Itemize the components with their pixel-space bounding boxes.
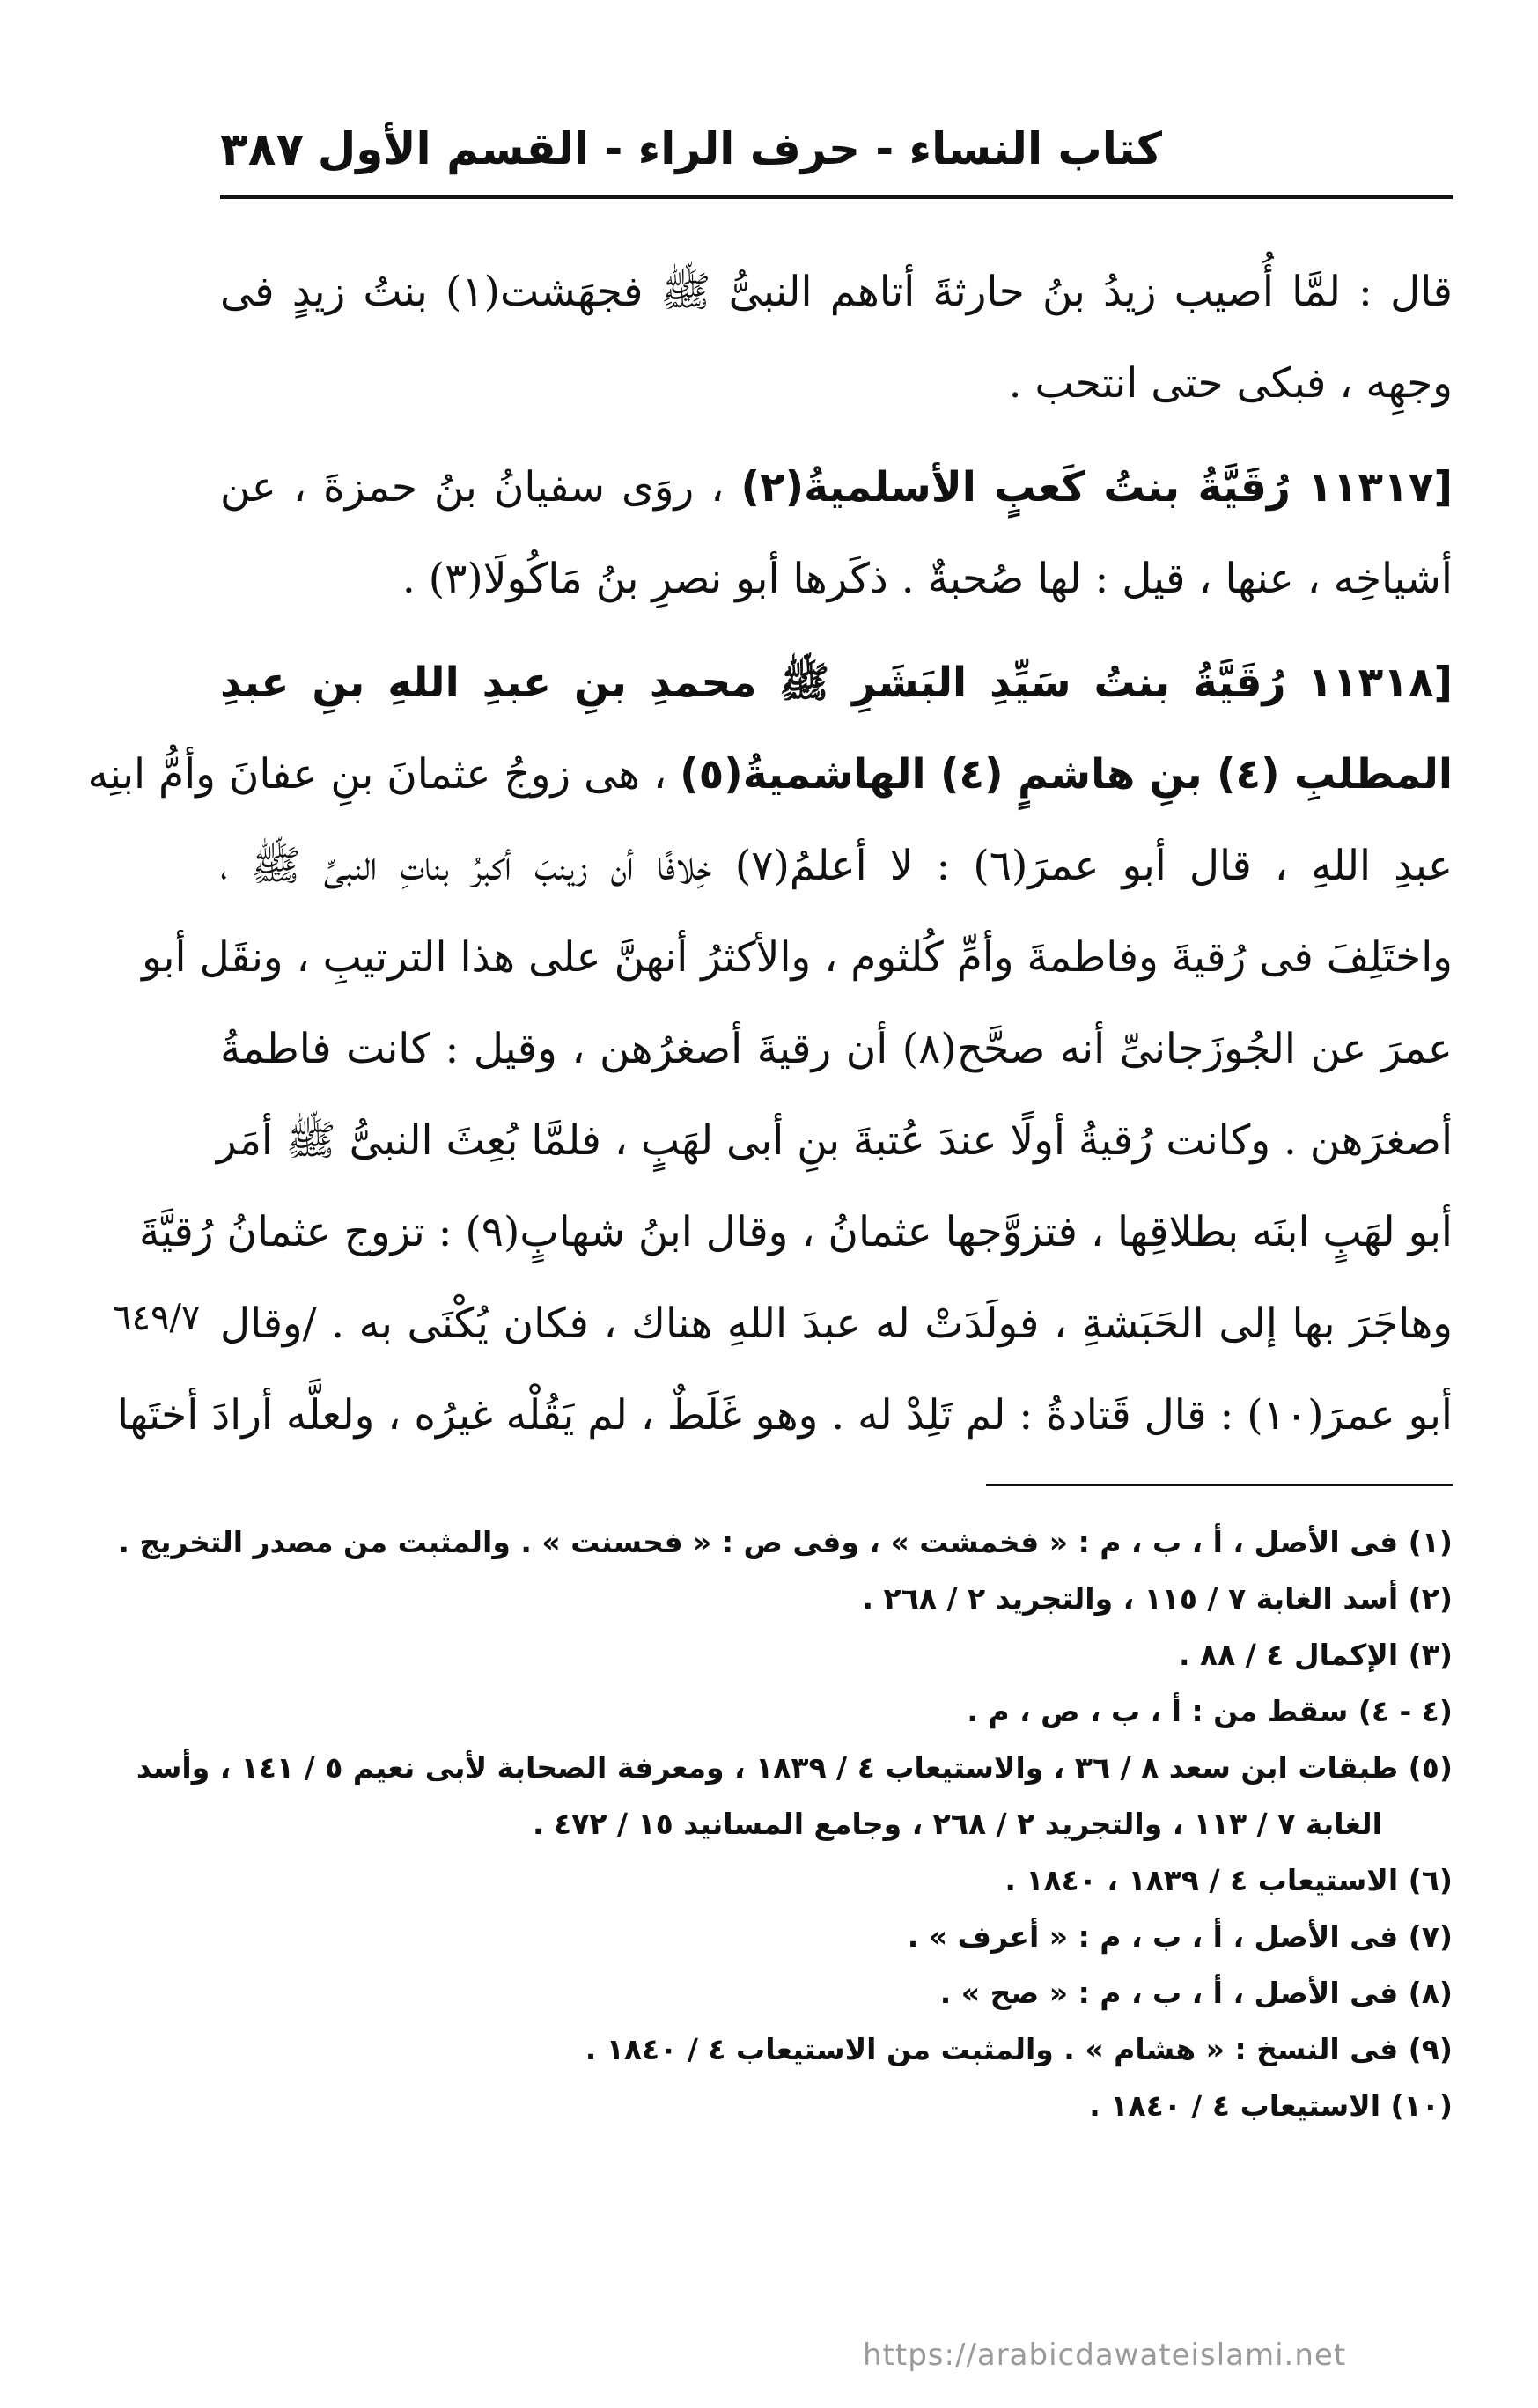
text-line: أصغرَهن . وكانت رُقيةُ أولًا عندَ عُتبةَ بنِ أبى لهَبٍ ، فلمَّا بُعِثَ النبىُّ ﷺ أمَر bbox=[216, 1116, 1453, 1165]
footnote: (٤ - ٤) سقط من : أ ، ب ، ص ، م . bbox=[967, 1694, 1453, 1728]
entry-name: رُقَيَّةُ بنتُ كَعبٍ الأسلميةُ(٢) bbox=[740, 463, 1291, 512]
entry-number: [١١٣١٧ bbox=[1307, 463, 1453, 512]
footnote: (٦) الاستيعاب ٤ / ١٨٣٩ ، ١٨٤٠ . bbox=[1004, 1863, 1453, 1897]
footnote: (٣) الإكمال ٤ / ٨٨ . bbox=[1178, 1638, 1453, 1672]
text-line: واختَلِفَ فى رُقيةَ وفاطمةَ وأمِّ كُلثوم ، والأكثرُ أنهنَّ على هذا الترتيبِ ، ونقَل أبو bbox=[142, 933, 1453, 982]
footnote: (١٠) الاستيعاب ٤ / ١٨٤٠ . bbox=[1089, 2088, 1453, 2123]
footnote: (٥) طبقات ابن سعد ٨ / ٣٦ ، والاستيعاب ٤ / ١٨٣٩ ، ومعرفة الصحابة لأبى نعيم ٥ / ١٤١ ، وأسد bbox=[136, 1750, 1453, 1785]
text-line: أبو لهَبٍ ابنَه بطلاقِها ، فتزوَّجها عثمانُ ، وقال ابنُ شهابٍ(٩) : تزوج عثمانُ رُقيَّةَ bbox=[138, 1208, 1453, 1256]
footnote: (٩) فى النسخ : « هشام » . والمثبت من الاستيعاب ٤ / ١٨٤٠ . bbox=[585, 2032, 1453, 2066]
entry-1318-heading bbox=[220, 637, 1453, 729]
text-line: أشياخِه ، عنها ، قيل : لها صُحبةٌ . ذكَرها أبو نصرِ بنُ مَاكُولَا(٣) . bbox=[401, 555, 1453, 603]
text-line: وجهِه ، فبكى حتى انتحب . bbox=[1008, 359, 1453, 408]
running-header bbox=[220, 123, 1453, 194]
footnote-divider bbox=[986, 1484, 1453, 1486]
footnote: (١) فى الأصل ، أ ، ب ، م : « فخمشت » ، وفى ص : « فحسنت » . والمثبت من مصدر التخريج . bbox=[118, 1525, 1453, 1559]
footnote-continued: الغابة ٧ / ١١٣ ، والتجريد ٢ / ٢٦٨ ، وجامع المسانيد ١٥ / ٤٧٢ . bbox=[533, 1807, 1382, 1841]
entry-name: رُقَيَّةُ بنتُ سَيِّدِ البَشَرِ ﷺ محمدِ بنِ عبدِ اللهِ بنِ عبدِ bbox=[220, 659, 1286, 707]
entry-name-continued: المطلبِ (٤) بنِ هاشمٍ (٤) الهاشميةُ(٥) bbox=[680, 750, 1453, 799]
text-line: عبدِ اللهِ ، قال أبو عمرَ(٦) : لا أعلمُ(٧) خِلافًا أن زينبَ أكبرُ بناتِ النبىِّ ﷺ ، bbox=[220, 842, 1453, 890]
page-number: ٣٨٧ bbox=[220, 123, 305, 176]
entry-number: [١١٣١٨ bbox=[1307, 659, 1453, 707]
text-line: وهاجَرَ بها إلى الحَبَشةِ ، فولَدَتْ له عبدَ اللهِ هناك ، فكان يُكْنَى به . /وقال bbox=[220, 1300, 1453, 1348]
entry-1317-heading bbox=[220, 442, 1453, 534]
header-title: كتاب النساء - حرف الراء - القسم الأول bbox=[317, 123, 1162, 174]
footnote: (٨) فى الأصل ، أ ، ب ، م : « صح » . bbox=[939, 1976, 1453, 2010]
entry-text: ، هى زوجُ عثمانَ بنِ عفانَ وأمُّ ابنِه bbox=[87, 750, 667, 799]
text-line bbox=[87, 729, 1453, 821]
entry-text: ، روَى سفيانُ بنُ حمزةَ ، عن bbox=[220, 463, 725, 512]
text-line: عمرَ عن الجُوزَجانىِّ أنه صحَّح(٨) أن رقيةَ أصغرُهن ، وقيل : كانت فاطمةُ bbox=[220, 1025, 1453, 1073]
text-line: أبو عمرَ(١٠) : قال قَتادةُ : لم تَلِدْ له . وهو غَلَطٌ ، لم يَقُلْه غيرُه ، ولعلَّه أرادَ أختَها bbox=[117, 1391, 1453, 1440]
margin-reference: ٦٤٩/٧ bbox=[113, 1298, 201, 1338]
watermark-url: https://arabicdawateislami.net bbox=[863, 2338, 1347, 2373]
footnotes bbox=[118, 1514, 1453, 2134]
footnote: (٧) فى الأصل ، أ ، ب ، م : « أعرف » . bbox=[907, 1919, 1453, 1954]
header-divider bbox=[220, 195, 1453, 199]
footnote: (٢) أسد الغابة ٧ / ١١٥ ، والتجريد ٢ / ٢٦٨ . bbox=[862, 1581, 1453, 1616]
text-line: قال : لمَّا أُصيب زيدُ بنُ حارثةَ أتاهم النبىُّ ﷺ فجهَشت(١) بنتُ زيدٍ فى bbox=[220, 268, 1453, 316]
